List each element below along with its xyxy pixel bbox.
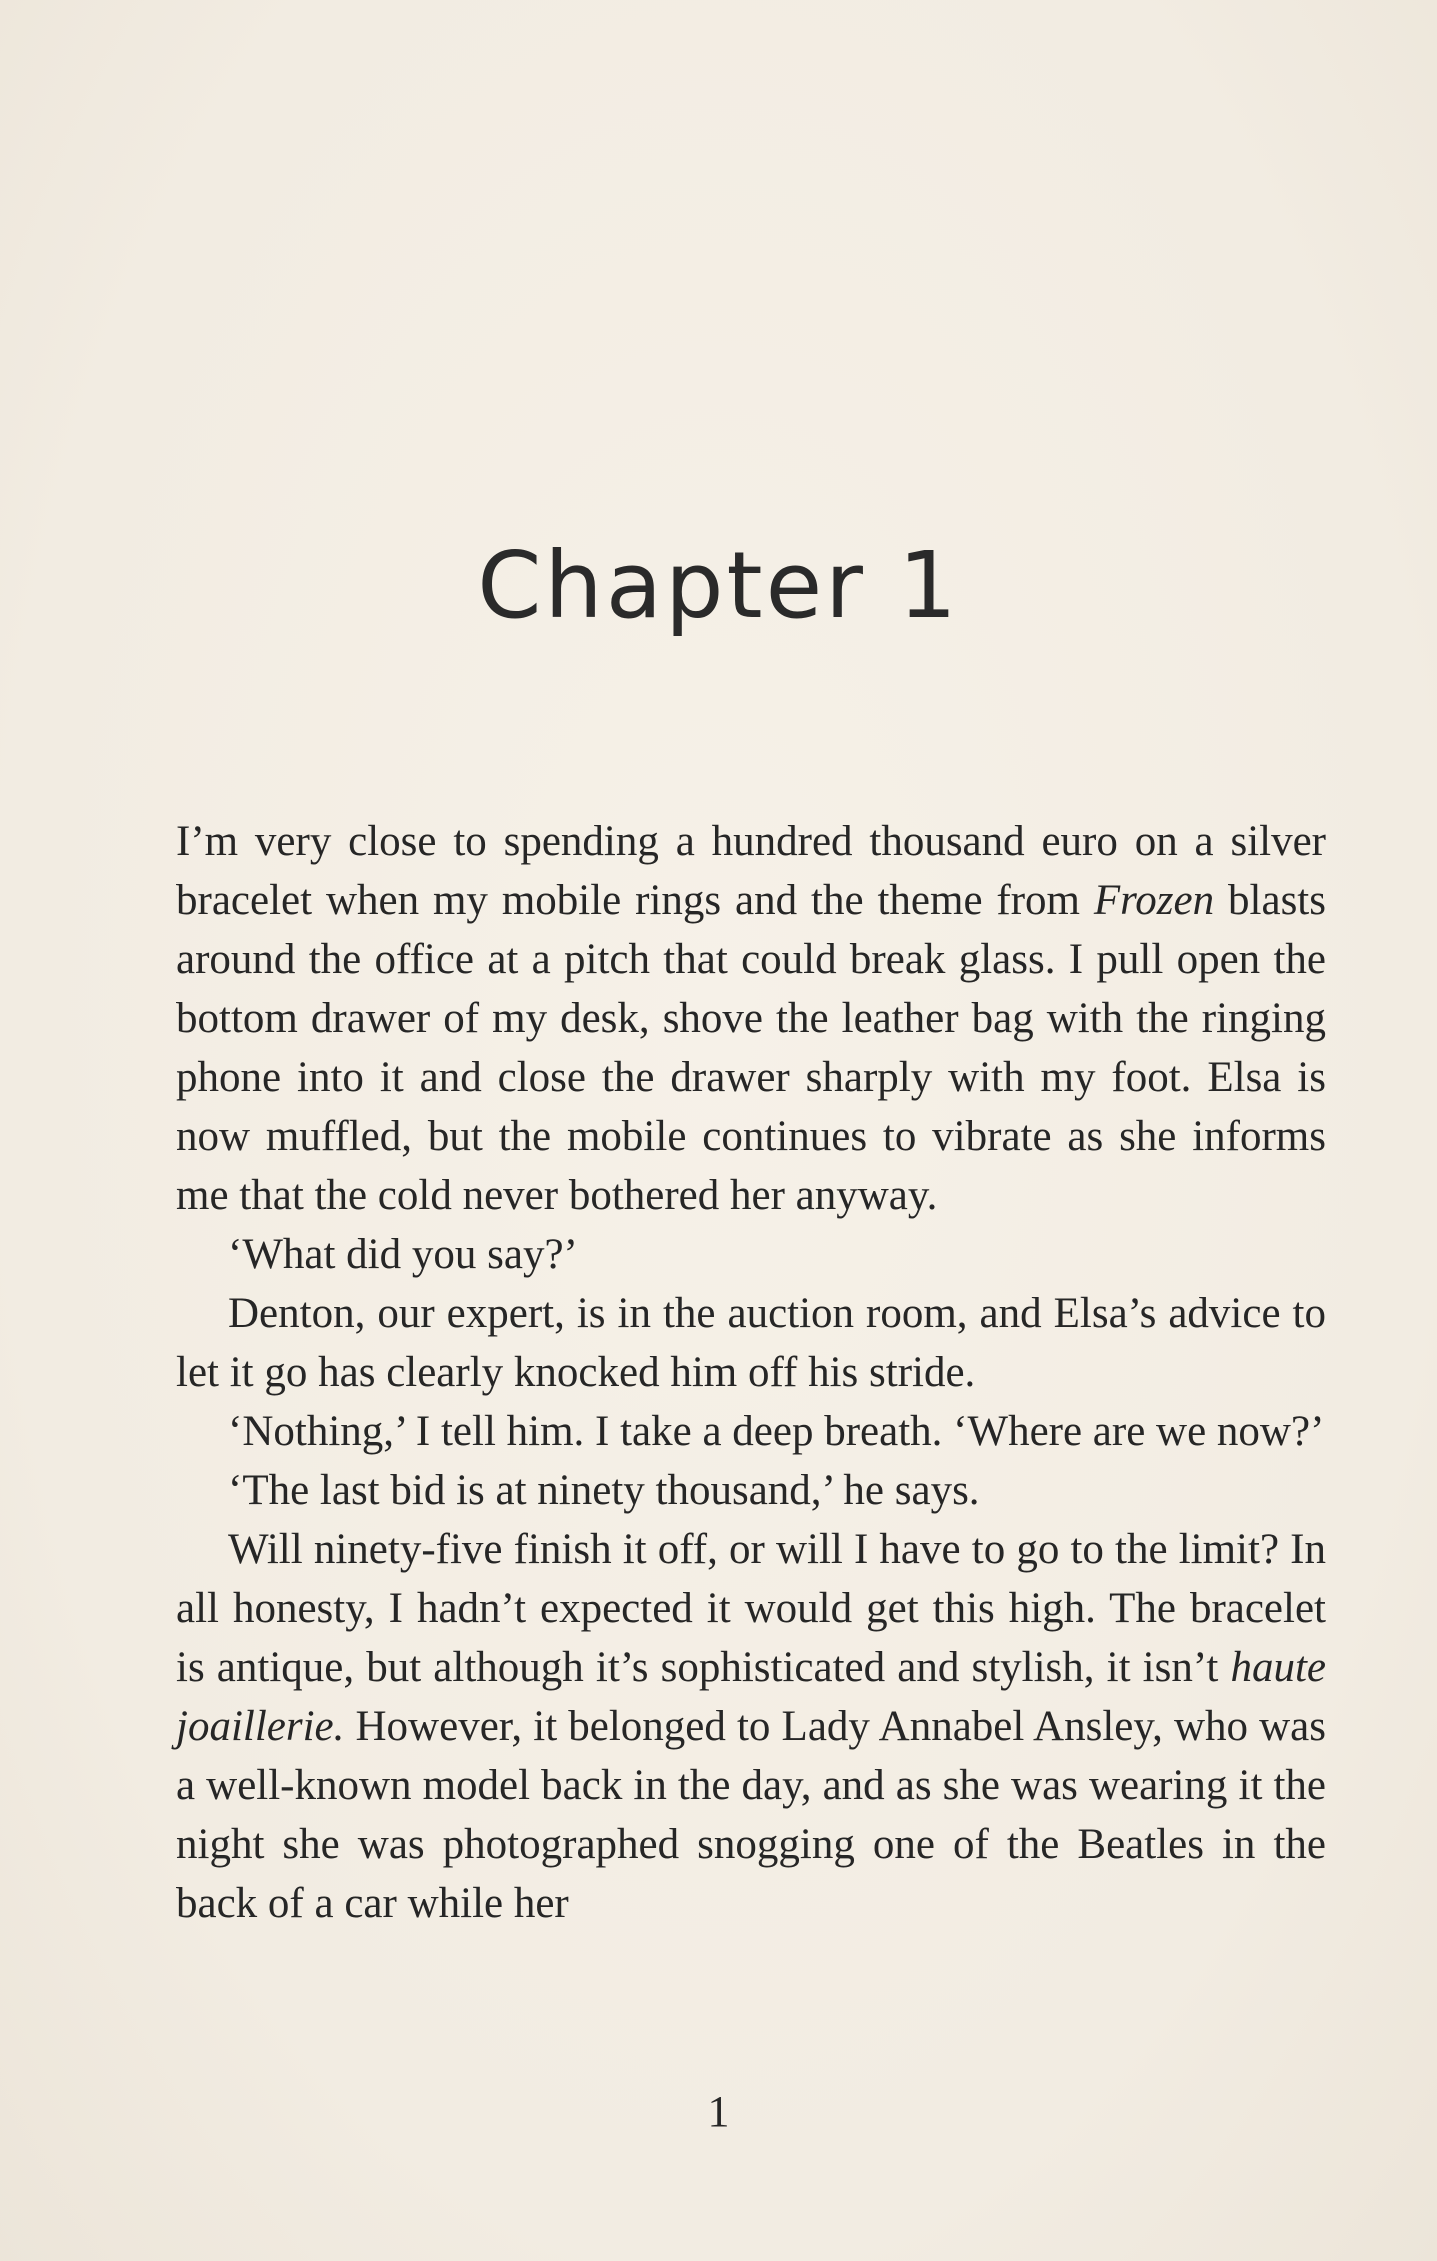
paragraph-6-italic-phrase: haute joaillerie. <box>176 1644 1326 1750</box>
paragraph-1-text-a: I’m very close to spending a hundred thousand euro on a silver bracelet when my mobile rings and the theme from <box>176 818 1326 924</box>
chapter-title: Chapter 1 <box>477 531 960 639</box>
paragraph-6 <box>176 1520 1326 1933</box>
paragraph-3: Denton, our expert, is in the auction room, and Elsa’s advice to let it go has clearly knocked him off his stride. <box>176 1290 1326 1396</box>
paragraph-4: ‘Nothing,’ I tell him. I take a deep breath. ‘Where are we now?’ <box>228 1408 1325 1455</box>
paragraph-1-italic-title: Frozen <box>1093 877 1215 924</box>
page-number: 1 <box>707 2087 730 2136</box>
paragraph-2: ‘What did you say?’ <box>228 1231 578 1278</box>
paragraph-1-text-b: blasts around the office at a pitch that could break glass. I pull open the bottom drawer of my desk, shove the leather bag with the ringing phone into it and close the drawer sharply with my foot. Elsa is now muffled, but the mobile continues to vibrate as she informs me that the cold never bothered her anyway. <box>176 877 1326 1219</box>
paragraph-5: ‘The last bid is at ninety thousand,’ he says. <box>228 1467 980 1514</box>
chapter-body <box>176 812 1326 1933</box>
paragraph-6-text-b: However, it belonged to Lady Annabel Ansley, who was a well-known model back in the day, and as she was wearing it the night she was photographed snogging one of the Beatles in the back of a car while her <box>176 1703 1326 1927</box>
paragraph-6-text-a: Will ninety-five finish it off, or will I have to go to the limit? In all honesty, I hadn’t expected it would get this high. The bracelet is antique, but although it’s sophisticated and stylish, it isn’t <box>176 1526 1326 1691</box>
paragraph-1 <box>176 812 1326 1225</box>
